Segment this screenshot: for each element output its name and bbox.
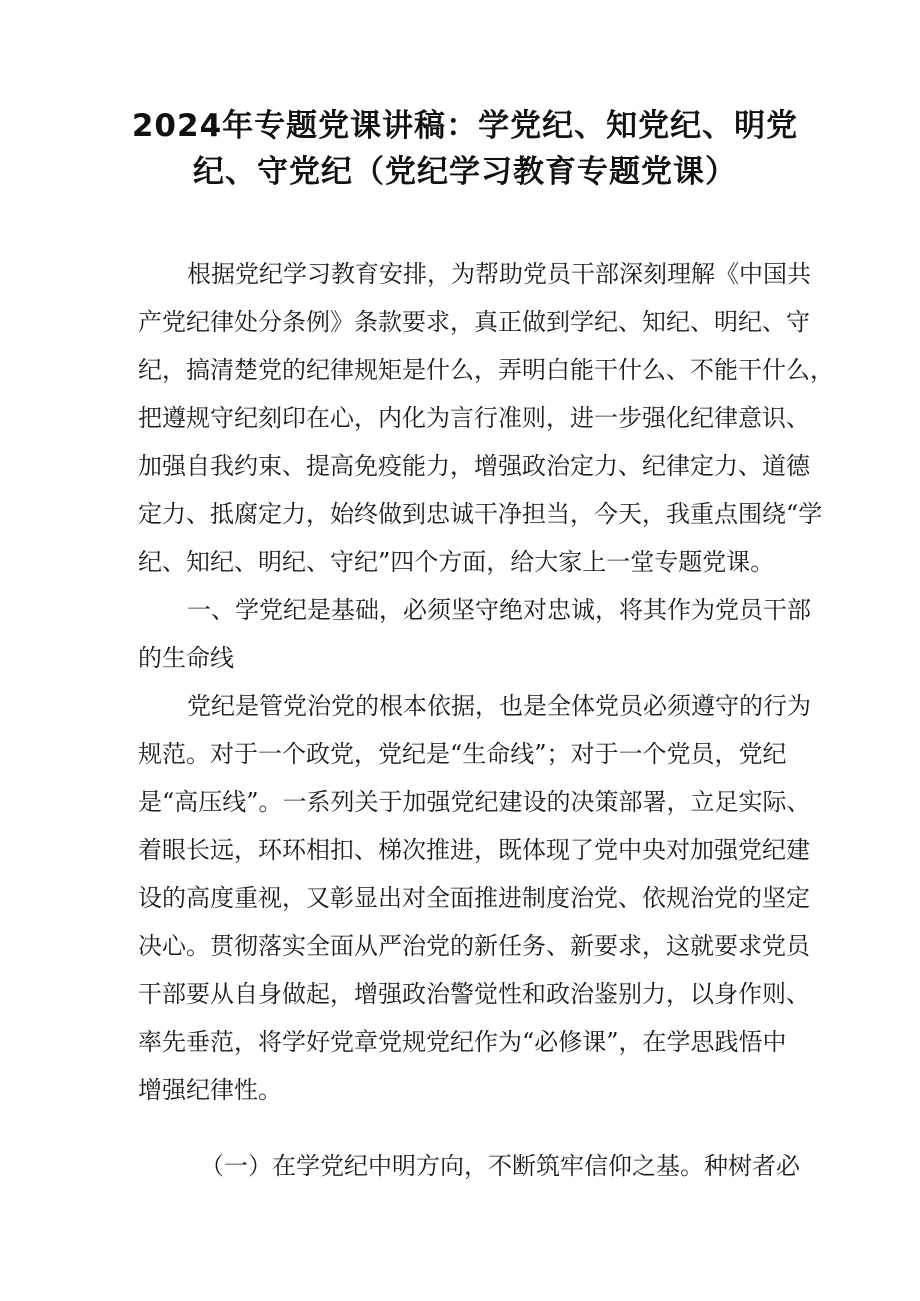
paragraph-line: 根据党纪学习教育安排，为帮助党员干部深刻理解《中国共 xyxy=(187,260,811,288)
paragraph-line: 着眼长远，环环相扣、梯次推进，既体现了党中央对加强党纪建 xyxy=(138,836,810,864)
paragraph-line: 设的高度重视，又彰显出对全面推进制度治党、依规治党的坚定 xyxy=(138,884,810,912)
paragraph-line: 纪、知纪、明纪、守纪”四个方面，给大家上一堂专题党课。 xyxy=(138,548,775,576)
paragraph-line: 加强自我约束、提高免疫能力，增强政治定力、纪律定力、道德 xyxy=(138,452,810,480)
document-title: 2024年专题党课讲稿：学党纪、知党纪、明党纪、守党纪（党纪学习教育专题党课） xyxy=(131,108,799,190)
subsection-heading-line: （一）在学党纪中明方向，不断筑牢信仰之基。种树者必 xyxy=(200,1152,800,1180)
paragraph-line: 党纪是管党治党的根本依据，也是全体党员必须遵守的行为 xyxy=(187,692,811,720)
section-heading-line: 一、学党纪是基础，必须坚守绝对忠诚，将其作为党员干部 xyxy=(187,596,811,624)
paragraph-line: 产党纪律处分条例》条款要求，真正做到学纪、知纪、明纪、守 xyxy=(138,308,810,336)
paragraph-line: 决心。贯彻落实全面从严治党的新任务、新要求，这就要求党员 xyxy=(138,932,810,960)
paragraph-line: 干部要从自身做起，增强政治警觉性和政治鉴别力，以身作则、 xyxy=(138,980,810,1008)
paragraph-line: 把遵规守纪刻印在心，内化为言行准则，进一步强化纪律意识、 xyxy=(138,404,810,432)
paragraph-line: 定力、抵腐定力，始终做到忠诚干净担当，今天，我重点围绕“学 xyxy=(138,500,823,528)
paragraph-line: 率先垂范，将学好党章党规党纪作为“必修课”，在学思践悟中 xyxy=(138,1028,787,1056)
section-heading-line: 的生命线 xyxy=(138,644,234,672)
paragraph-line: 纪，搞清楚党的纪律规矩是什么，弄明白能干什么、不能干什么， xyxy=(138,356,834,384)
paragraph-line: 规范。对于一个政党，党纪是“生命线”；对于一个党员，党纪 xyxy=(138,740,787,768)
paragraph-line: 是“高压线”。一系列关于加强党纪建设的决策部署，立足实际、 xyxy=(138,788,811,816)
paragraph-line: 增强纪律性。 xyxy=(138,1076,282,1104)
